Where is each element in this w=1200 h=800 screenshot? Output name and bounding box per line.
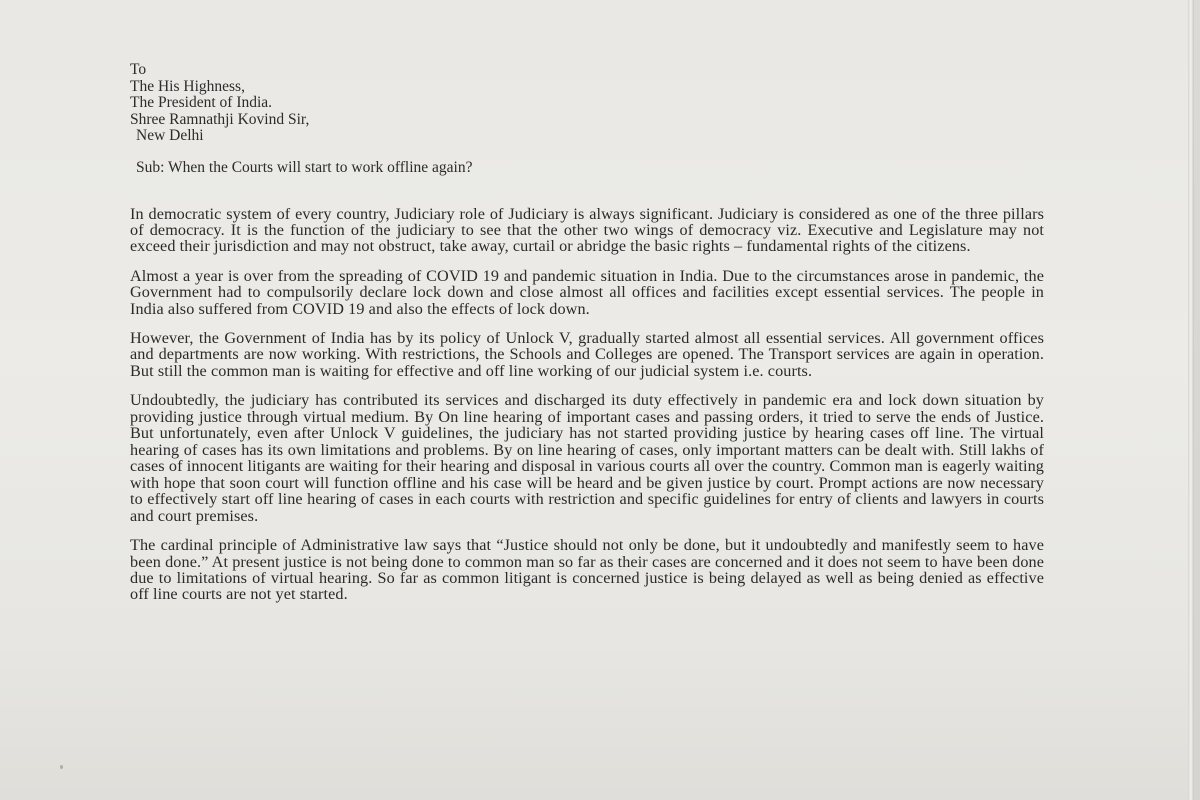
body-paragraph: Undoubtedly, the judiciary has contributed its services and discharged its duty effectively in pandemic era and lock down situation by providing justice through virtual medium. By On line hearing of important cases and passing orders, it tried to serve the ends of Justice. But unfortunately, even after Unlock V guidelines, the judiciary has not started providing justice by hearing cases off line. The virtual hearing of cases has its own limitations and problems. By on line hearing of cases, only important matters can be dealt with. Still lakhs of cases of innocent litigants are waiting for their hearing and disposal in various courts all over the country. Common man is eagerly waiting with hope that soon court will function offline and his case will be heard and be given justice by court. Prompt actions are now necessary to effectively start off line hearing of cases in each courts with restriction and specific guidelines for entry of clients and lawyers in courts and court premises. (130, 391, 1044, 525)
addressee-line: The His Highness, (130, 77, 245, 95)
addressee-line: New Delhi (136, 127, 204, 145)
addressee-line: Shree Ramnathji Kovind Sir, (130, 110, 310, 128)
body-paragraph: Almost a year is over from the spreading of COVID 19 and pandemic situation in India. Due to the circumstances arose in pandemic, the Government had to compulsorily declare lock down and close almost all offices and facilities except essential services. The people in India also suffered from COVID 19 and also the effects of lock down. (130, 266, 1044, 318)
address-block (130, 62, 1050, 145)
body-paragraph: In democratic system of every country, Judiciary role of Judiciary is always significant. Judiciary is considered as one of the three pillars of democracy. It is the function of the judiciary to see that the other two wings of democracy viz. Executive and Legislature may not exceed their jurisdiction and may not obstruct, take away, curtail or abridge the basic rights – fundamental rights of the citizens. (130, 204, 1044, 256)
body-paragraph: The cardinal principle of Administrative law says that “Justice should not only be done, but it undoubtedly and manifestly seem to have been done.” At present justice is not being done to common man so far as their cases are concerned and it does not seem to have been done due to limitations of virtual hearing. So far as common litigant is concerned justice is being delayed as well as being denied as effective off line courts are not yet started. (130, 536, 1044, 604)
letter-body (130, 206, 1044, 603)
body-paragraph: However, the Government of India has by its policy of Unlock V, gradually started almost all essential services. All government offices and departments are now working. With restrictions, the Schools and Colleges are opened. The Transport services are again in operation. But still the common man is waiting for effective and off line working of our judicial system i.e. courts. (130, 329, 1044, 380)
subject-line: Sub: When the Courts will start to work offline again? (136, 158, 473, 176)
paper-edge (1188, 0, 1194, 800)
addressee-line: The President of India. (130, 94, 273, 112)
letter (130, 62, 1050, 616)
paper-smudge (60, 765, 63, 769)
to-label: To (130, 61, 147, 78)
